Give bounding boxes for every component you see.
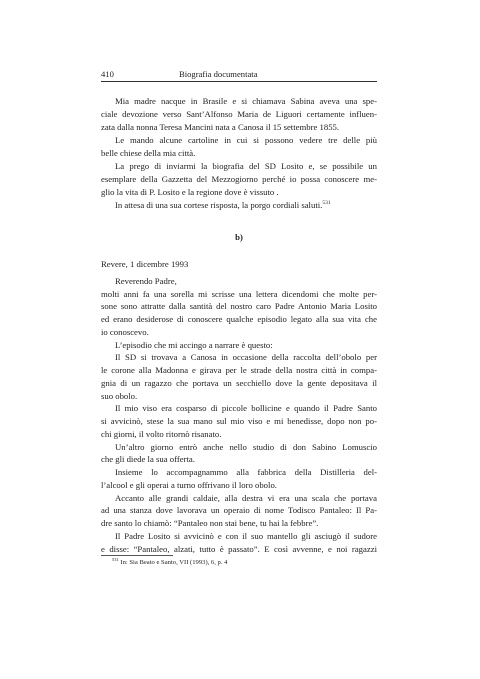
line-text: belle chiese della mia città. xyxy=(101,148,196,158)
text-line xyxy=(101,454,377,466)
line-text: chi giorni, il volto ritornò risanato. xyxy=(101,428,222,439)
line-text: Insieme lo accompagnammo alla fabbrica della Distilleria del- xyxy=(115,467,377,477)
line-text: io conoscevo. xyxy=(101,326,149,337)
line-text: e disse: “Pantaleo, alzati, tutto è passato”. E così avvenne, e noi ragazzi xyxy=(101,543,377,554)
text-line xyxy=(101,161,377,173)
line-text: ed erano desiderose di conoscere qualche episodio legato alla sua vita che xyxy=(101,314,377,324)
line-text: molti anni fa una sorella mi scrisse una lettera dicendomi che molte per- xyxy=(101,288,377,299)
line-text: Il SD si trovava a Canosa in occasione della raccolta dell’obolo per xyxy=(115,352,377,363)
text-line xyxy=(101,122,377,134)
line-text: Mia madre nacque in Brasile e si chiamava Sabina aveva una spe- xyxy=(115,96,377,106)
header-rule xyxy=(101,81,377,82)
text-line xyxy=(101,340,377,352)
line-text: suo obolo. xyxy=(101,390,138,401)
text-line xyxy=(101,378,377,390)
line-text: gnia di un ragazzo che portava un secchiello dove la gente depositava il xyxy=(101,377,377,388)
text-line xyxy=(101,109,377,121)
line-text: che gli diede la sua offerta. xyxy=(101,454,195,465)
line-text: Il mio viso era cosparso di piccole bollicine e quando il Padre Santo xyxy=(115,403,377,414)
line-text: La prego di inviarmi la biografia del SD Losito e, se possibile un xyxy=(115,161,377,171)
line-text: esemplare della Gazzetta del Mezzogiorno perché io possa conoscere me- xyxy=(101,174,377,184)
text-line xyxy=(101,259,377,271)
line-text: L’episodio che mi accingo a narrare è questo: xyxy=(115,339,273,350)
text-line xyxy=(101,187,377,199)
line-text: Accanto alle grandi caldaie, alla destra vi era una scala che portava xyxy=(115,492,377,503)
text-line xyxy=(101,276,377,288)
text-line xyxy=(101,200,377,212)
line-text: dre santo lo chiamò: “Pantaleo non stai bene, tu hai la febbre”. xyxy=(101,518,319,528)
line-text: Reverendo Padre, xyxy=(115,275,177,286)
footnote-ref: 531 xyxy=(322,200,331,207)
line-text: Le mando alcune cartoline in cui si possono vedere tre delle più xyxy=(115,135,377,145)
line-text: si avvicinò, stese la sua mano sul mio viso e mi benedisse, dopo non po- xyxy=(101,416,377,426)
line-text: Revere, 1 dicembre 1993 xyxy=(101,259,189,269)
text-line xyxy=(101,544,377,556)
text-line xyxy=(101,416,377,428)
text-line xyxy=(101,148,377,160)
line-text: ciale devozione verso Sant’Alfonso Maria de Liguori certamente influen- xyxy=(101,109,377,119)
line-text: glio la vita di P. Losito e la regione dove è vissuto . xyxy=(101,187,279,197)
text-line xyxy=(101,135,377,147)
line-text: Il Padre Losito si avvicinò e con il suo mantello gli asciugò il sudore xyxy=(115,530,377,541)
line-text: sone sono attratte dalla santità del nostro caro Padre Antonio Maria Losito xyxy=(101,301,377,312)
line-text: le corone alla Madonna e girava per le strade della nostra città in compa- xyxy=(101,365,377,375)
line-text: In attesa di una sua cortese risposta, la porgo cordiali saluti. xyxy=(115,200,323,210)
text-line xyxy=(101,391,377,403)
text-line xyxy=(101,518,377,530)
text-line xyxy=(101,467,377,479)
text-line xyxy=(101,289,377,301)
text-line xyxy=(101,505,377,517)
text-line xyxy=(101,480,377,492)
footnote xyxy=(112,556,228,566)
line-text: ad una stanza dove lavorava un operaio di nome Todisco Pantaleo: Il Pa- xyxy=(101,505,377,516)
section-label: b) xyxy=(235,232,243,242)
footnote-number: 531 xyxy=(112,556,119,562)
text-line xyxy=(101,531,377,543)
text-line xyxy=(101,429,377,441)
running-title: Biografia documentata xyxy=(179,69,258,79)
text-line xyxy=(101,493,377,505)
text-line xyxy=(101,352,377,364)
text-line xyxy=(101,403,377,415)
running-header xyxy=(101,69,377,81)
text-line xyxy=(101,301,377,313)
line-text: zata dalla nonna Teresa Mancini nata a Canosa il 15 settembre 1855. xyxy=(101,122,340,132)
text-line xyxy=(101,314,377,326)
page-number: 410 xyxy=(101,69,114,79)
text-line xyxy=(101,442,377,454)
line-text: Un’altro giorno entrò anche nello studio di don Sabino Lomuscio xyxy=(115,441,377,452)
line-text: l’alcool e gli operai a turno offrivano il loro obolo. xyxy=(101,479,277,490)
text-line xyxy=(101,365,377,377)
text-line xyxy=(101,174,377,186)
footnote-text: In: Sia Beato e Santo, VII (1993), 6, p. 4 xyxy=(120,559,228,566)
text-line xyxy=(101,327,377,339)
text-line xyxy=(101,96,377,108)
